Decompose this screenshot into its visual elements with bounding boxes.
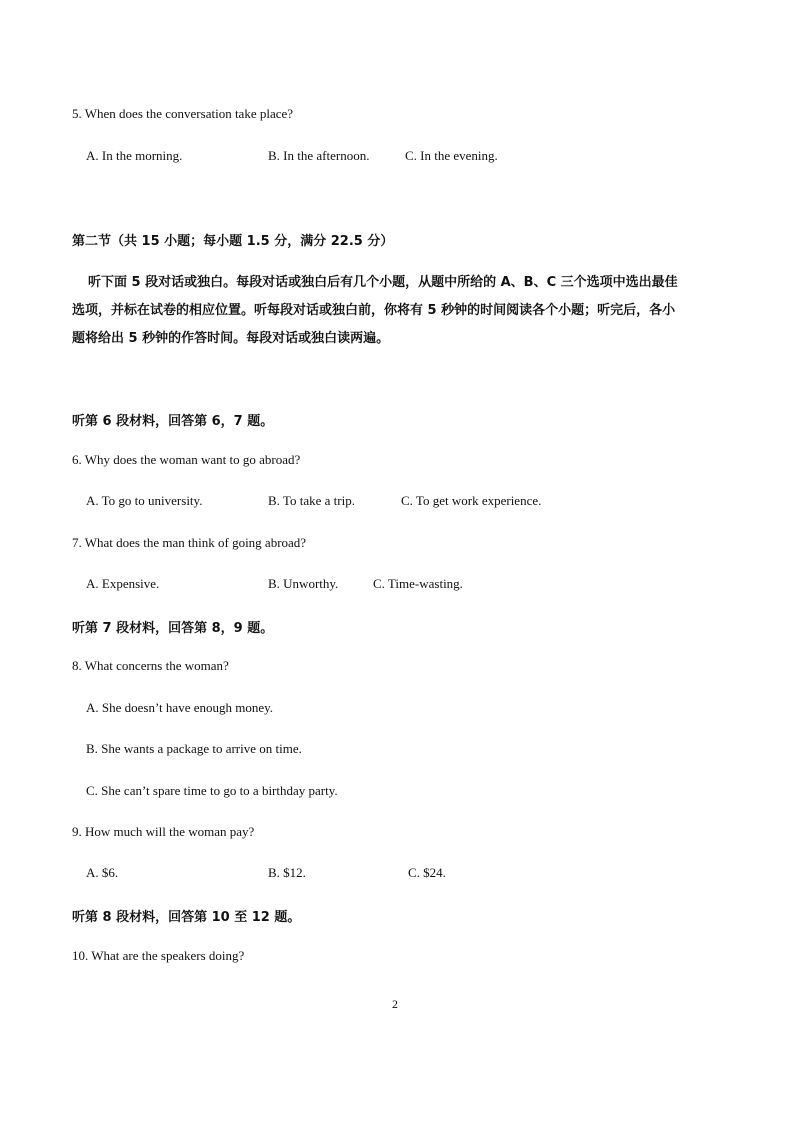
- question-6: 6. Why does the woman want to go abroad?: [72, 452, 301, 467]
- q7-option-a: A. Expensive.: [86, 576, 160, 591]
- section-2-heading: 第二节（共 15 小题；每小题 1.5 分，满分 22.5 分）: [72, 234, 394, 249]
- q8-option-a: A. She doesn’t have enough money.: [86, 700, 274, 715]
- q6-option-b: B. To take a trip.: [268, 493, 355, 508]
- question-10: 10. What are the speakers doing?: [72, 948, 245, 963]
- page-number: 2: [392, 997, 398, 1011]
- q6-option-a: A. To go to university.: [86, 493, 203, 508]
- q9-option-c: C. $24.: [408, 865, 446, 880]
- q7-option-c: C. Time-wasting.: [373, 576, 463, 591]
- question-8: 8. What concerns the woman?: [72, 658, 229, 673]
- q7-option-b: B. Unworthy.: [268, 576, 339, 591]
- material-8-heading: 听第 8 段材料，回答第 10 至 12 题。: [72, 910, 301, 925]
- q9-option-b: B. $12.: [268, 865, 306, 880]
- q5-option-b: B. In the afternoon.: [268, 148, 370, 163]
- q6-option-c: C. To get work experience.: [401, 493, 542, 508]
- question-5: 5. When does the conversation take place?: [72, 106, 294, 121]
- material-6-heading: 听第 6 段材料，回答第 6，7 题。: [72, 414, 274, 429]
- q5-option-a: A. In the morning.: [86, 148, 183, 163]
- material-7-heading: 听第 7 段材料，回答第 8，9 题。: [72, 621, 274, 636]
- question-7: 7. What does the man think of going abroad?: [72, 535, 307, 550]
- question-9: 9. How much will the woman pay?: [72, 824, 255, 839]
- q8-option-c: C. She can’t spare time to go to a birthday party.: [86, 783, 338, 798]
- q8-option-b: B. She wants a package to arrive on time.: [86, 741, 302, 756]
- q5-option-c: C. In the evening.: [405, 148, 498, 163]
- section-2-intro-line-2: 选项，并标在试卷的相应位置。听每段对话或独白前，你将有 5 秒钟的时间阅读各个小题；听完后，各小: [72, 303, 676, 318]
- section-2-intro-line-1: 听下面 5 段对话或独白。每段对话或独白后有几个小题，从题中所给的 A、B、C 三个选项中选出最佳: [88, 275, 678, 290]
- section-2-intro-line-3: 题将给出 5 秒钟的作答时间。每段对话或独白读两遍。: [72, 331, 390, 346]
- q9-option-a: A. $6.: [86, 865, 119, 880]
